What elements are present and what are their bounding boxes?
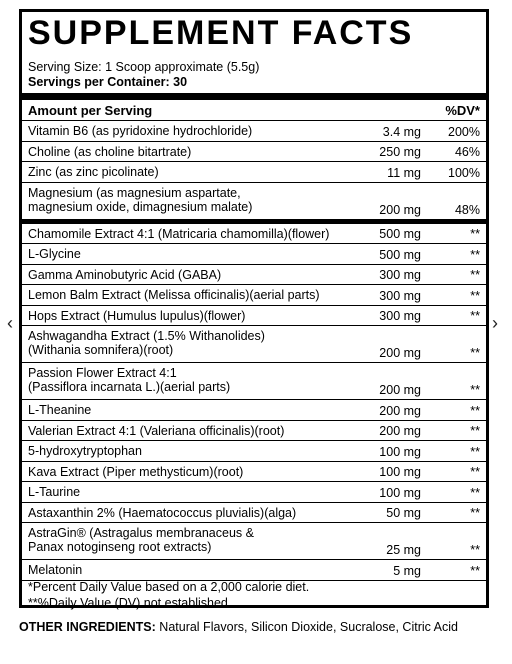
nutrient-dv: ** — [470, 227, 480, 241]
dv-header-label: %DV* — [445, 103, 480, 118]
nutrient-name: Lemon Balm Extract (Melissa officinalis)(aerial parts) — [28, 288, 320, 302]
chevron-right-icon[interactable]: › — [492, 313, 498, 333]
table-row — [22, 162, 486, 183]
table-row — [22, 326, 486, 363]
nutrient-amount: 11 mg — [387, 165, 421, 180]
nutrient-dv: ** — [470, 485, 480, 500]
nutrient-dv: ** — [470, 563, 480, 578]
nutrient-amount: 50 mg — [386, 506, 421, 520]
serving-size: Serving Size: 1 Scoop approximate (5.5g) — [28, 60, 260, 74]
nutrient-name: Valerian Extract 4:1 (Valeriana officinalis)(root) — [28, 423, 285, 438]
table-row — [22, 363, 486, 400]
nutrient-dv: ** — [470, 465, 480, 479]
nutrient-name: L-Glycine — [28, 247, 81, 261]
nutrient-name: Chamomile Extract 4:1 (Matricaria chamomilla)(flower) — [28, 226, 330, 241]
nutrient-name: Hops Extract (Humulus lupulus)(flower) — [28, 308, 246, 323]
other-ingredients — [19, 620, 458, 634]
nutrient-dv: ** — [470, 444, 480, 459]
table-row — [22, 285, 486, 306]
nutrient-amount: 200 mg — [379, 202, 421, 217]
nutrient-dv: ** — [470, 403, 480, 418]
panel-title: SUPPLEMENT FACTS — [28, 14, 414, 52]
nutrient-amount: 300 mg — [379, 288, 421, 303]
table-row — [22, 523, 486, 560]
nutrient-dv: ** — [470, 268, 480, 282]
nutrient-dv: ** — [470, 506, 480, 520]
nutrient-dv: ** — [470, 424, 480, 438]
footnote-not-established: **%Daily Value (DV) not established. — [28, 596, 232, 610]
table-row — [22, 421, 486, 442]
nutrient-name: L-Theanine — [28, 403, 92, 417]
other-ingredients-label: OTHER INGREDIENTS: — [19, 620, 156, 634]
nutrient-name: 5-hydroxytryptophan — [28, 444, 142, 458]
amount-per-serving-label: Amount per Serving — [28, 103, 153, 118]
nutrient-name: AstraGin® (Astragalus membranaceus & Panax notoginseng root extracts) — [28, 526, 254, 554]
nutrient-name: Choline (as choline bitartrate) — [28, 144, 192, 159]
nutrient-name: L-Taurine — [28, 485, 81, 499]
servings-per-container: Servings per Container: 30 — [28, 75, 188, 89]
nutrient-name: Ashwagandha Extract (1.5% Withanolides) (Withania somnifera)(root) — [28, 329, 265, 357]
nutrient-amount: 100 mg — [379, 485, 421, 500]
nutrient-name: Astaxanthin 2% (Haematococcus pluvialis)(alga) — [28, 505, 297, 520]
thick-divider — [22, 93, 486, 100]
nutrient-name: Kava Extract (Piper methysticum)(root) — [28, 464, 244, 479]
table-row — [22, 462, 486, 483]
nutrient-dv: 48% — [454, 202, 480, 217]
nutrient-amount: 25 mg — [386, 543, 421, 557]
other-ingredients-value: Natural Flavors, Silicon Dioxide, Sucralose, Citric Acid — [155, 620, 459, 634]
nutrient-dv: ** — [470, 288, 480, 303]
nutrient-amount: 500 mg — [379, 247, 421, 262]
table-row — [22, 560, 486, 581]
nutrient-name: Melatonin — [28, 563, 83, 577]
nutrient-amount: 200 mg — [379, 424, 421, 438]
chevron-left-icon[interactable]: ‹ — [7, 313, 13, 333]
table-row — [22, 441, 486, 462]
nutrient-amount: 200 mg — [379, 383, 421, 397]
nutrient-dv: 100% — [448, 165, 480, 180]
nutrient-amount: 300 mg — [379, 309, 421, 323]
table-row — [22, 142, 486, 163]
nutrient-amount: 200 mg — [379, 346, 421, 360]
nutrient-amount: 100 mg — [379, 444, 421, 459]
table-row — [22, 183, 486, 220]
nutrient-name: Passion Flower Extract 4:1 (Passiflora incarnata L.)(aerial parts) — [28, 366, 231, 394]
table-row — [22, 306, 486, 327]
nutrient-name: Magnesium (as magnesium aspartate, magnesium oxide, dimagnesium malate) — [28, 185, 253, 214]
nutrient-dv: ** — [470, 383, 480, 397]
nutrient-dv: 200% — [448, 124, 480, 139]
nutrient-amount: 200 mg — [379, 403, 421, 418]
amount-header-row — [22, 101, 486, 120]
nutrient-amount: 300 mg — [379, 268, 421, 282]
nutrient-name: Gamma Aminobutyric Acid (GABA) — [28, 267, 222, 282]
table-row — [22, 482, 486, 503]
nutrient-dv: 46% — [454, 145, 480, 159]
nutrient-amount: 500 mg — [379, 227, 421, 241]
table-row — [22, 265, 486, 286]
nutrient-table — [22, 120, 486, 581]
nutrient-dv: ** — [470, 346, 480, 360]
nutrient-dv: ** — [470, 309, 480, 323]
nutrient-dv: ** — [470, 247, 480, 262]
nutrient-name: Zinc (as zinc picolinate) — [28, 165, 159, 179]
nutrient-amount: 100 mg — [379, 465, 421, 479]
nutrient-amount: 3.4 mg — [382, 124, 421, 139]
table-row — [22, 400, 486, 421]
nutrient-amount: 5 mg — [393, 563, 421, 578]
table-row — [22, 503, 486, 524]
footnote-dv: *Percent Daily Value based on a 2,000 calorie diet. — [28, 580, 310, 594]
table-row — [22, 224, 486, 245]
supplement-facts-panel — [19, 9, 489, 608]
nutrient-name: Vitamin B6 (as pyridoxine hydrochloride) — [28, 124, 253, 138]
table-row — [22, 121, 486, 142]
nutrient-amount: 250 mg — [379, 145, 421, 159]
table-row — [22, 244, 486, 265]
nutrient-dv: ** — [470, 543, 480, 557]
